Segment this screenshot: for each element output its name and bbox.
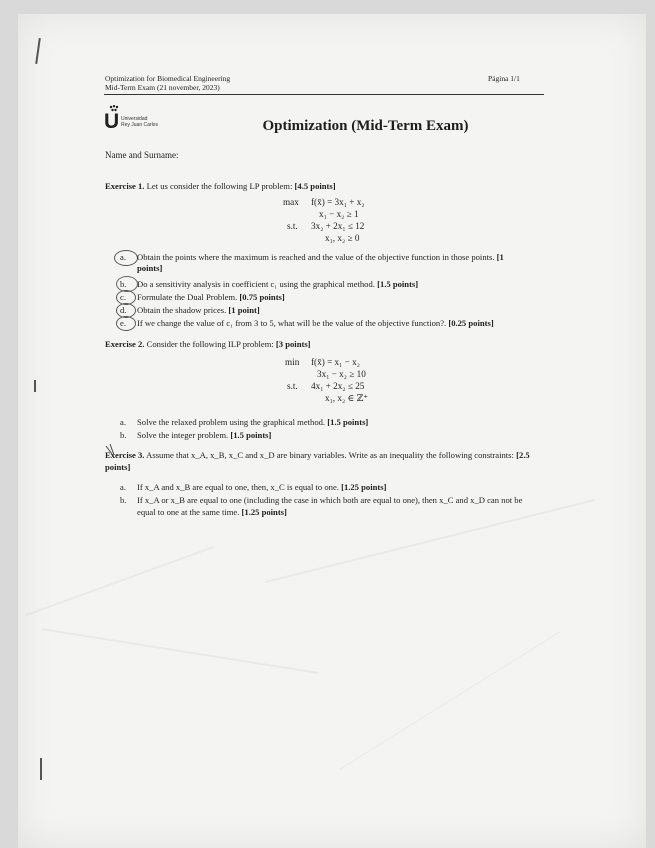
course-name: Optimization for Biomedical Engineering (105, 74, 231, 83)
ex2-st-label: s.t. (287, 381, 298, 391)
ex1-item-label: d. (120, 305, 127, 315)
ex1-item-label: a. (120, 252, 126, 262)
ex3-item-a: If x_A and x_B are equal to one, then, x_C is equal to one. [1.25 points] (137, 482, 387, 492)
ex2-objective: f(x̄) = x₁ − x₂ (311, 357, 360, 367)
ex2-item-label: b. (120, 430, 127, 440)
ex2-item-a: Solve the relaxed problem using the graphical method. [1.5 points] (137, 417, 369, 427)
exercise1-heading: Exercise 1. Let us consider the following LP problem: [4.5 points] (105, 181, 336, 191)
ex1-item-b: Do a sensitivity analysis in coefficient c₁ using the graphical method. [1.5 points] (137, 279, 419, 289)
pen-circle-mark (116, 316, 136, 331)
ex1-item-d: Obtain the shadow prices. [1 point] (137, 305, 260, 315)
ex1-item-label: e. (120, 318, 126, 328)
ex2-constraint: 3x₁ − x₂ ≥ 10 (317, 369, 366, 379)
ex2-constraint: 4x₁ + 2x₂ ≤ 25 (311, 381, 365, 391)
ex3-item-label: a. (120, 482, 126, 492)
page-title: Optimization (Mid-Term Exam) (262, 118, 469, 134)
page-number: Página 1/1 (488, 74, 520, 83)
header-rule (104, 94, 544, 95)
scan-mark (40, 758, 42, 780)
page-header-left (105, 74, 230, 92)
logo-u-icon: U (104, 110, 120, 133)
ex1-constraint: 3x₂ + 2x₁ ≤ 12 (311, 221, 365, 231)
ex1-item-label: b. (120, 279, 127, 289)
logo-text: Universidad Rey Juan Carlos (121, 116, 158, 128)
ex1-constraint: x₁, x₂ ≥ 0 (325, 233, 360, 243)
ex3-item-label: b. (120, 495, 127, 505)
ex1-objective: f(x̄) = 3x₁ + x₂ (311, 197, 365, 207)
ex2-constraint: x₁, x₂ ∈ ℤ⁺ (325, 393, 369, 403)
ex1-constraint: x₁ − x₂ ≥ 1 (319, 209, 359, 219)
ex1-item-e: If we change the value of c₁ from 3 to 5, what will be the value of the objective function?. [0.25 points] (137, 318, 494, 328)
ex2-item-label: a. (120, 417, 126, 427)
scan-mark (34, 380, 36, 392)
ex1-objective-label: max (283, 197, 299, 207)
ex1-st-label: s.t. (287, 221, 298, 231)
exam-date: Mid-Term Exam (21 november, 2023) (105, 83, 220, 92)
pen-circle-mark (114, 250, 138, 266)
exercise2-heading: Exercise 2. Consider the following ILP problem: [3 points] (105, 339, 311, 349)
ex1-item-a: Obtain the points where the maximum is reached and the value of the objective function in those points. [1 (137, 252, 504, 262)
ex2-objective-label: min (285, 357, 300, 367)
name-surname-field: Name and Surname: (105, 150, 179, 160)
ex2-item-b: Solve the integer problem. [1.5 points] (137, 430, 272, 440)
paper-sheet (18, 14, 646, 848)
ex3-item-b: If x_A or x_B are equal to one (including the case in which both are equal to one), then x_C and x_D can not be (137, 495, 523, 505)
ex1-item-c: Formulate the Dual Problem. [0.75 points] (137, 292, 285, 302)
ex1-item-label: c. (120, 292, 126, 302)
exercise3-points-cont: points] (105, 462, 131, 472)
exercise3-heading: Exercise 3. Assume that x_A, x_B, x_C and x_D are binary variables. Write as an inequality the following constraints: [2.5 (105, 450, 530, 460)
ex3-item-b-cont: equal to one at the same time. [1.25 points] (137, 507, 287, 517)
ex1-item-a-cont: points] (137, 263, 163, 273)
